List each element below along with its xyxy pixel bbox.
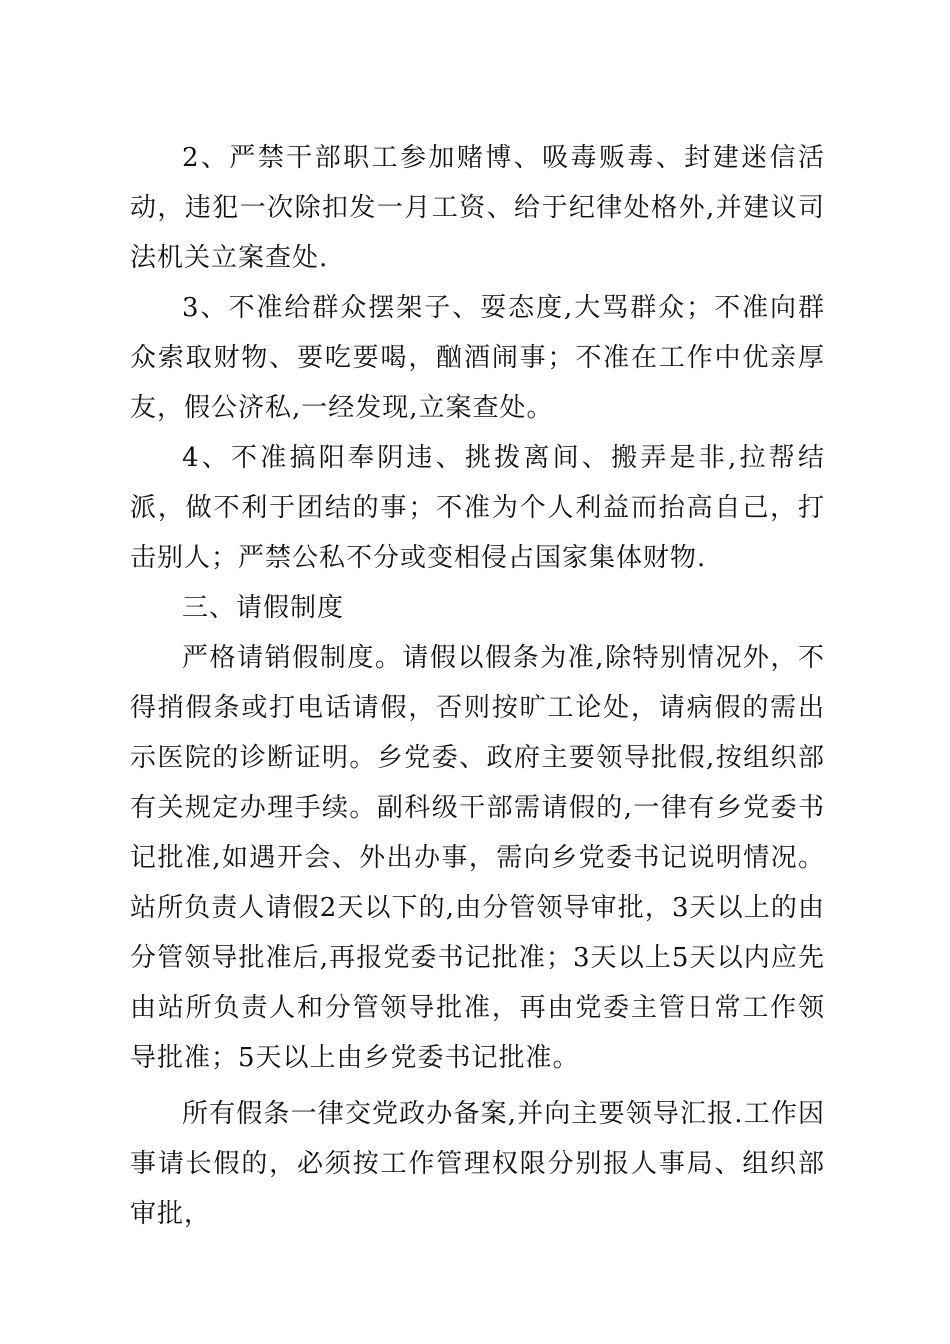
section-heading-leave-policy: 三、请假制度	[182, 593, 345, 623]
paragraph-leave-filing: 所有假条一律交党政办备案,并向主要领导汇报.工作因事请长假的，必须按工作管理权限分别报人事局、组织部审批，	[130, 1099, 825, 1229]
document-body	[130, 133, 825, 1239]
paragraph-rule-3: 3、不准给群众摆架子、耍态度,大骂群众；不准向群众索取财物、要吃要喝，酗酒闹事；不准在工作中优亲厚友，假公济私,一经发现,立案查处。	[130, 293, 825, 423]
paragraph-rule-4: 4、不准搞阳奉阴违、挑拨离间、搬弄是非,拉帮结派，做不利于团结的事；不准为个人利益而抬高自己，打击别人；严禁公私不分或变相侵占国家集体财物.	[130, 443, 825, 573]
paragraph-rule-2: 2、严禁干部职工参加赌博、吸毒贩毒、封建迷信活动，违犯一次除扣发一月工资、给于纪律处格外,并建议司法机关立案查处.	[130, 143, 825, 273]
paragraph-leave-procedure: 严格请销假制度。请假以假条为准,除特别情况外，不得捎假条或打电话请假，否则按旷工论处，请病假的需出示医院的诊断证明。乡党委、政府主要领导批假,按组织部有关规定办理手续。副科级干部需请假的,一律有乡党委书记批准,如遇开会、外出办事，需向乡党委书记说明情况。站所负责人请假2天以下的,由分管领导审批，3天以上的由分管领导批准后,再报党委书记批准；3天以上5天以内应先由站所负责人和分管领导批准，再由党委主管日常工作领导批准；5天以上由乡党委书记批准。	[130, 643, 825, 1073]
